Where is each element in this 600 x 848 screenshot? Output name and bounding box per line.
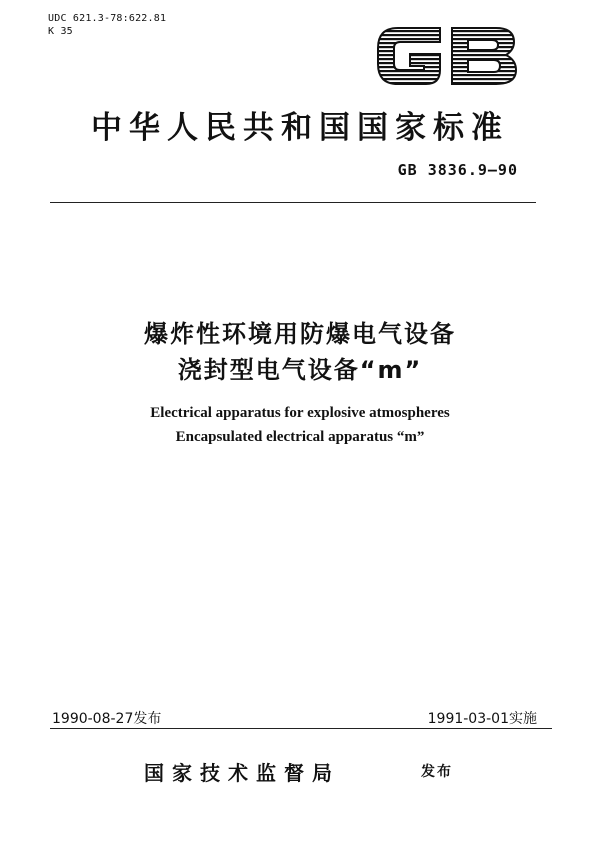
issuer-suffix: 发布 — [421, 764, 453, 780]
title-zh-line2: 浇封型电气设备“m” — [177, 356, 423, 384]
classification-codes — [48, 12, 166, 38]
title-en-line1: Electrical apparatus for explosive atmospheres — [150, 405, 450, 421]
udc-code: UDC 621.3-78:622.81 — [48, 13, 167, 24]
top-divider — [50, 202, 536, 203]
standard-number: GB 3836.9—90 — [397, 161, 518, 179]
issue-date: 1990-08-27发布 — [52, 711, 162, 727]
standard-category-title: 中华人民共和国国家标准 — [91, 110, 509, 146]
title-zh-line1: 爆炸性环境用防爆电气设备 — [144, 320, 456, 348]
gb-logo-text: GB — [368, 18, 370, 19]
gb-logo — [368, 18, 526, 92]
title-en-line2: Encapsulated electrical apparatus “m” — [175, 429, 425, 445]
bottom-divider — [50, 728, 552, 729]
class-code: K 35 — [48, 26, 73, 37]
effective-date: 1991-03-01实施 — [427, 711, 537, 727]
issuer-name: 国家技术监督局 — [144, 761, 340, 785]
